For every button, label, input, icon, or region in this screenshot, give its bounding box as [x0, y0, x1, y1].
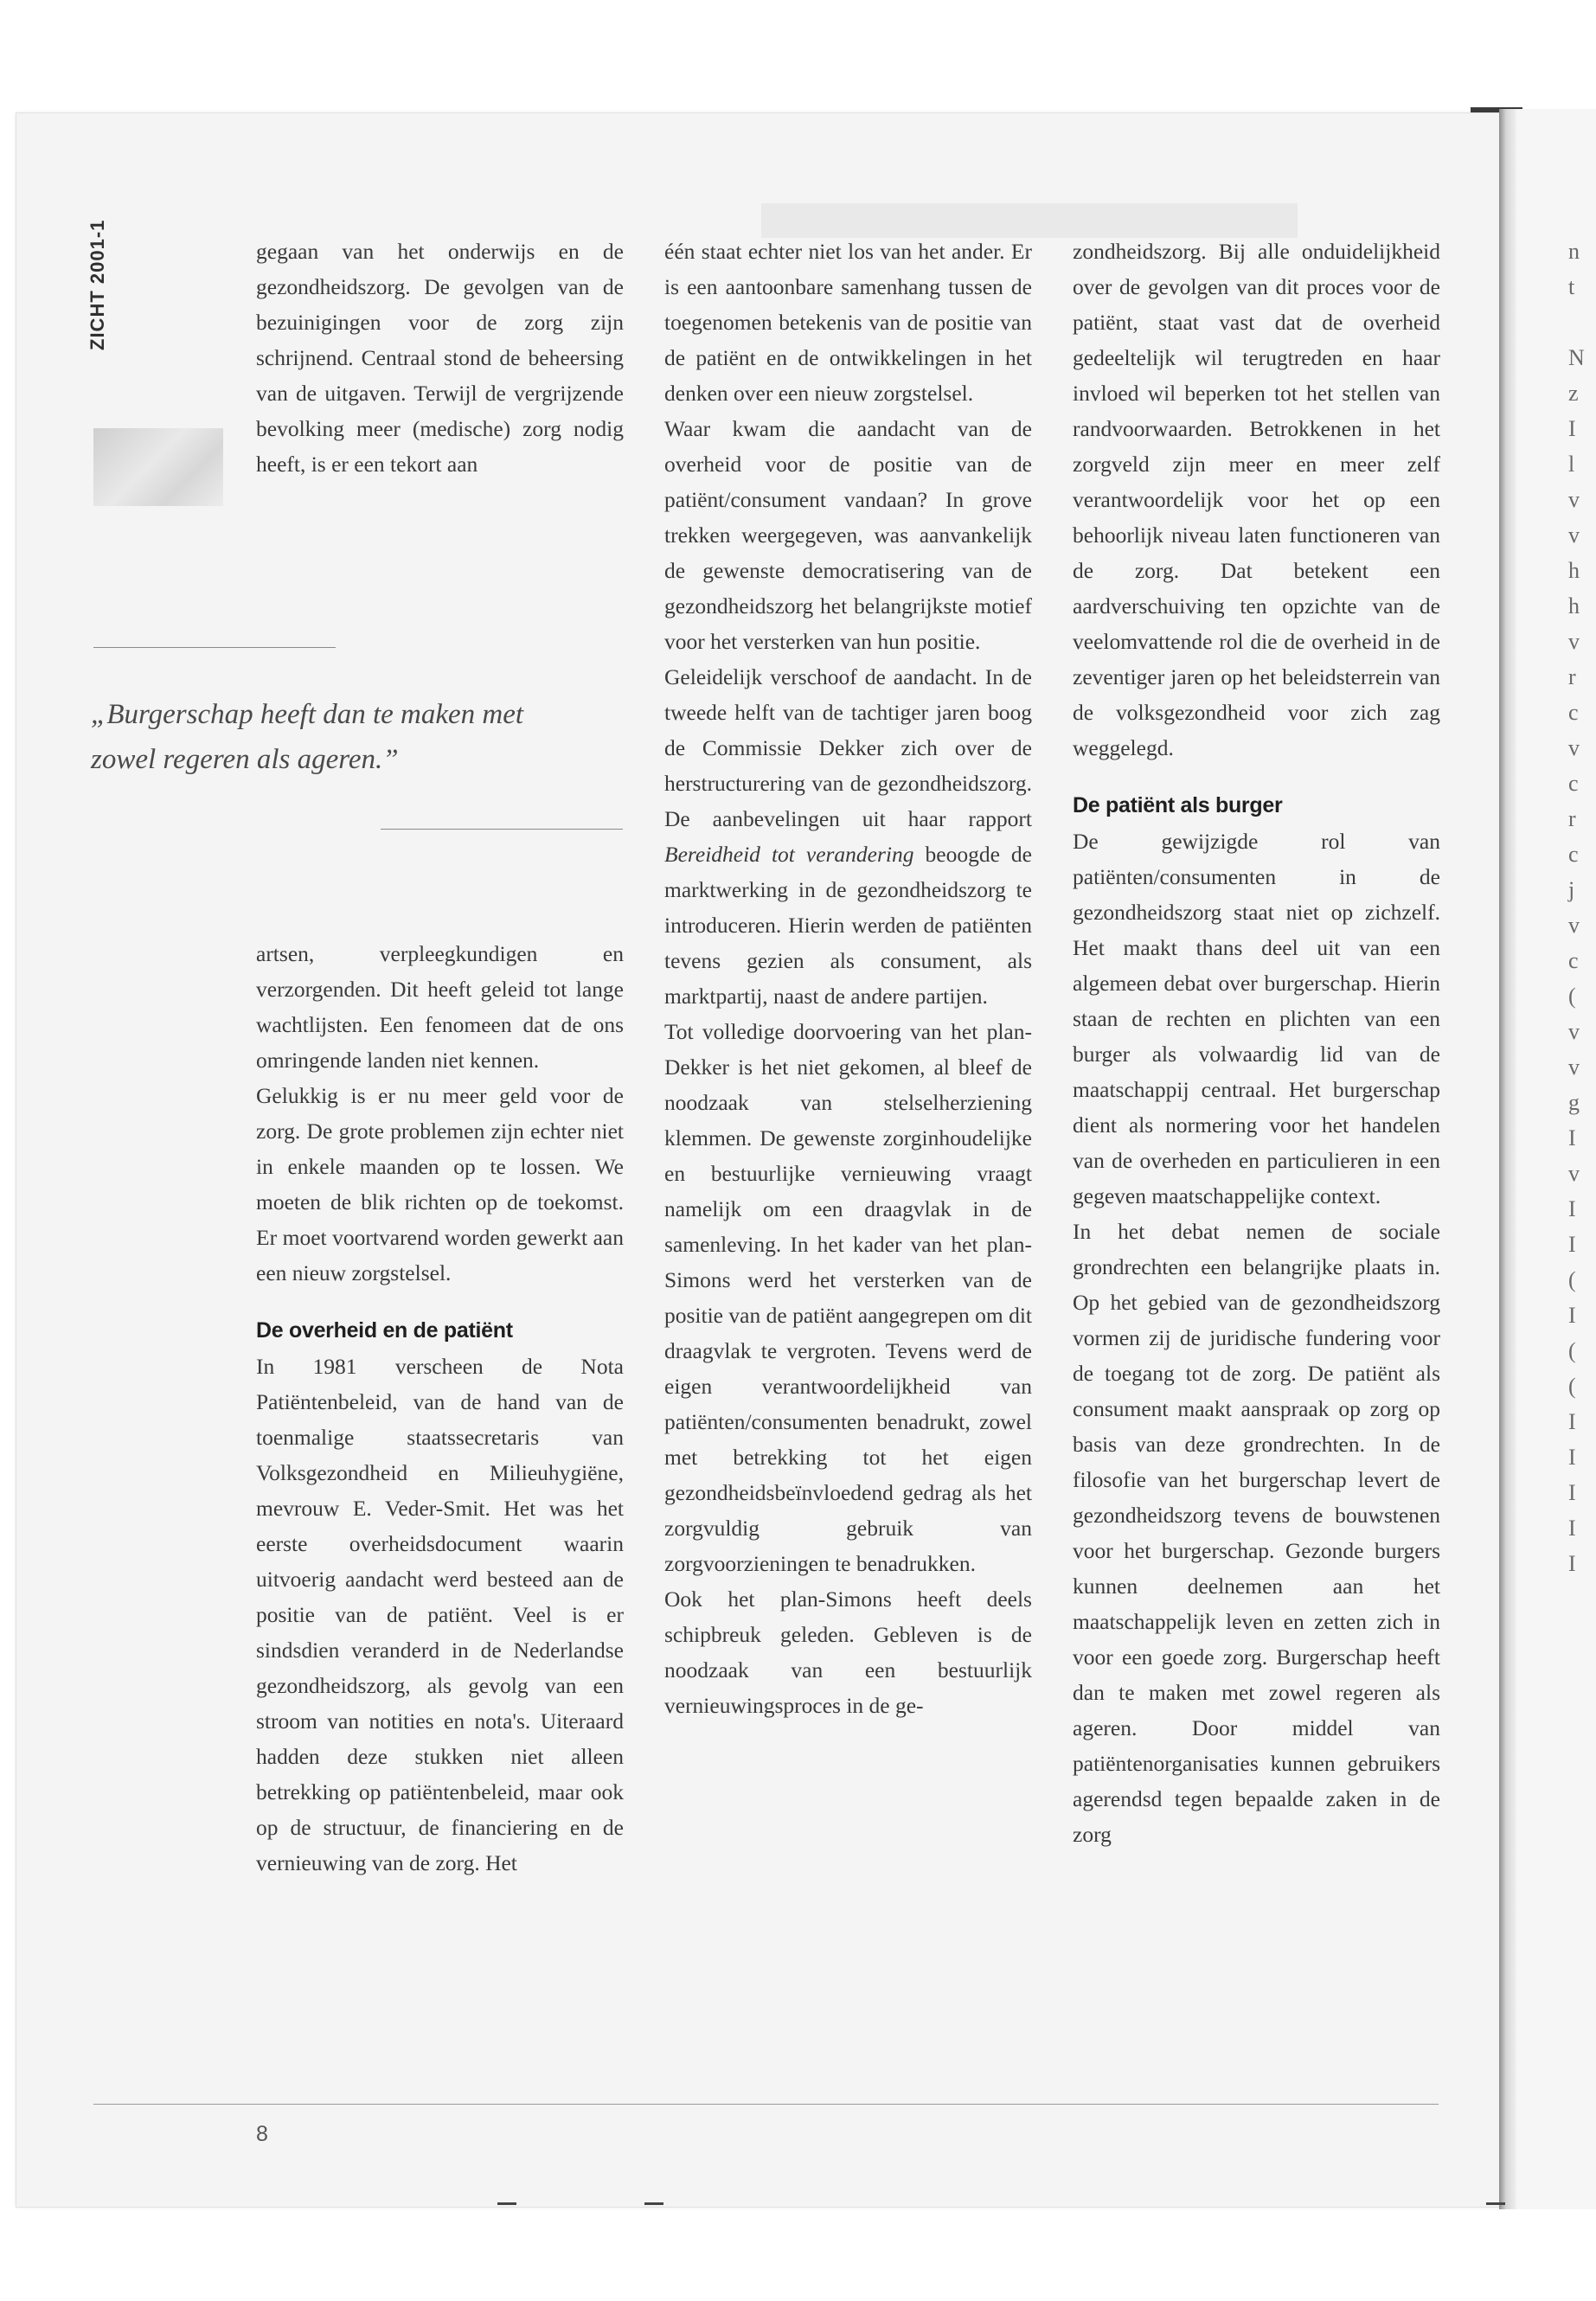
next-page-fragment: I: [1568, 1445, 1576, 1470]
journal-label: ZICHT 2001-1: [87, 219, 108, 350]
paragraph: gegaan van het onderwijs en de gezondheidszorg. De gevolgen van de bezuinigingen voor de zorg zijn schrijnend. Centraal stond de beheersing van de uitgaven. Terwijl de vergrijzende bevolking meer (medische) zorg nodig heeft, is er een tekort aan: [256, 239, 624, 477]
section-heading: De patiënt als burger: [1073, 793, 1283, 817]
next-page-fragment: v: [1568, 1019, 1580, 1044]
paragraph: De gewijzigde rol van patiënten/consumenten in de gezondheidszorg staat niet op zichzelf. Het maakt thans deel uit van een algemeen debat over burgerschap. Hierin staan de rechten en plichten van een burger als volwaardig lid van de maatschappij centraal. Het burgerschap dient als normering voor het handelen van de overheden en particulieren in een gegeven maatschappelijke context.: [1073, 829, 1440, 1208]
pull-quote-line: „Burgerschap heeft dan te maken met: [91, 699, 524, 730]
next-page-fragment: I: [1568, 1196, 1576, 1221]
next-page-fragment: I: [1568, 1409, 1576, 1434]
next-page-fragment: I: [1568, 1480, 1576, 1505]
paragraph: artsen, verpleegkundigen en verzorgenden. Dit heeft geleid tot lange wachtlijsten. Een fenomeen dat de ons omringende landen niet kennen.: [256, 941, 624, 1073]
paragraph: zondheidszorg. Bij alle onduidelijkheid over de gevolgen van dit proces voor de patiënt, staat vast dat de overheid gedeeltelijk wil terugtreden en haar invloed wil beperken tot het stellen van randvoorwaarden. Betrokkenen in het zorgveld zijn meer en meer zelf verantwoordelijk voor het op een behoorlijk niveau laten functioneren van de zorg. Dat betekent een aardverschuiving ten opzichte van de veelomvattende rol die de overheid in de zeventiger jaren op het beleidsterrein van de volksgezondheid voor zich zag weggelegd.: [1073, 239, 1440, 760]
paragraph: Gelukkig is er nu meer geld voor de zorg. De grote problemen zijn echter niet in enkele maanden op te lossen. We moeten de blik richten op de toekomst. Er moet voortvarend worden gewerkt aan een nieuw zorgstelsel.: [256, 1083, 624, 1285]
column-1-top: [256, 234, 624, 482]
pull-quote: [91, 692, 610, 782]
book-spine: [1499, 109, 1516, 2209]
trim-mark: [497, 2202, 516, 2205]
trim-mark: [1486, 2202, 1505, 2205]
column-2: [664, 234, 1032, 1723]
next-page-fragment: r: [1568, 664, 1576, 689]
next-page-edge: [1516, 109, 1596, 2209]
quote-rule-bottom: [381, 829, 623, 830]
next-page-fragment: I: [1568, 416, 1576, 441]
trim-mark: [644, 2202, 663, 2205]
next-page-fragment: I: [1568, 1303, 1576, 1328]
next-page-fragment: v: [1568, 522, 1580, 548]
column-1-bottom: [256, 936, 624, 1881]
next-page-fragment: (: [1568, 1374, 1576, 1399]
next-page-fragment: r: [1568, 806, 1576, 831]
next-page-fragment: l: [1568, 452, 1575, 477]
paragraph: [664, 659, 1032, 1014]
next-page-fragment: j: [1568, 877, 1575, 902]
next-page-fragment: I: [1568, 1125, 1576, 1150]
paragraph: Ook het plan-Simons heeft deels schipbreuk geleden. Gebleven is de noodzaak van een bestuurlijk vernieuwingsproces in de ge-: [664, 1586, 1032, 1718]
next-page-fragment: g: [1568, 1090, 1580, 1115]
next-page-fragment: c: [1568, 771, 1579, 796]
next-page-fragment: z: [1568, 381, 1579, 406]
paragraph: één staat echter niet los van het ander. Er is een aantoonbare samenhang tussen de toegenomen betekenis van de positie van de patiënt en de ontwikkelingen in het denken over een nieuw zorgstelsel.: [664, 239, 1032, 406]
pull-quote-line: zowel regeren als ageren.”: [91, 744, 399, 775]
next-page-fragment: t: [1568, 274, 1575, 299]
section-heading: De overheid en de patiënt: [256, 1318, 513, 1343]
next-page-fragment: n: [1568, 239, 1580, 264]
next-page-fragment: (: [1568, 984, 1576, 1009]
next-page-fragment: v: [1568, 1054, 1580, 1080]
footer-rule: [93, 2104, 1439, 2105]
paragraph: In het debat nemen de sociale grondrechten een belangrijke plaats in. Op het gebied van de gezondheidszorg vormen zij de juridische fundering voor de toegang tot de zorg. De patiënt als consument maakt aanspraak op zorg op basis van deze grondrechten. In de filosofie van het burgerschap levert de gezondheidszorg tevens de bouwstenen voor het burgerschap. Gezonde burgers kunnen deelnemen aan het maatschappelijk leven en zetten zich in voor een goede zorg. Burgerschap heeft dan te maken met zowel regeren als ageren. Door middel van patiëntenorganisaties kunnen gebruikers agerendsd tegen bepaalde zaken in de zorg: [1073, 1219, 1440, 1847]
next-page-fragment: v: [1568, 629, 1580, 654]
quote-rule-top: [93, 647, 336, 648]
next-page-fragment: I: [1568, 1516, 1576, 1541]
next-page-fragment: h: [1568, 593, 1580, 619]
page-number: 8: [256, 2122, 268, 2146]
next-page-fragment: v: [1568, 735, 1580, 760]
next-page-fragment: N: [1568, 345, 1585, 370]
next-page-fragment: I: [1568, 1551, 1576, 1576]
next-page-fragment: h: [1568, 558, 1580, 583]
next-page-fragment: v: [1568, 913, 1580, 938]
report-title: Bereidheid tot verandering: [664, 842, 914, 867]
next-page-fragment: (: [1568, 1338, 1576, 1363]
next-page-fragment: c: [1568, 948, 1579, 973]
column-3: [1073, 234, 1440, 1852]
next-page-fragment: (: [1568, 1267, 1576, 1292]
bleed-through-image: [93, 428, 223, 506]
next-page-fragment: v: [1568, 1161, 1580, 1186]
next-page-fragment: c: [1568, 842, 1579, 867]
text-run: Geleidelijk verschoof de aandacht. In de tweede helft van de tachtiger jaren boog de Commissie Dekker zich over de herstructurering van de gezondheidszorg. De aanbevelingen uit haar rapport: [664, 664, 1032, 831]
paragraph: In 1981 verscheen de Nota Patiëntenbeleid, van de hand van de toenmalige staatssecretaris van Volksgezondheid en Milieuhygiëne, mevrouw E. Veder-Smit. Het was het eerste overheidsdocument waarin uitvoerig aandacht werd besteed aan de positie van de patiënt. Veel is er sindsdien veranderd in de Nederlandse gezondheidszorg, als gevolg van een stroom van notities en nota's. Uiteraard hadden deze stukken niet alleen betrekking op patiëntenbeleid, maar ook op de structuur, de financiering en de vernieuwing van de zorg. Het: [256, 1354, 624, 1875]
next-page-fragment: c: [1568, 700, 1579, 725]
bleed-through-heading: [761, 203, 1298, 238]
next-page-fragment: v: [1568, 487, 1580, 512]
paragraph: Tot volledige doorvoering van het plan-Dekker is het niet gekomen, al bleef de noodzaak van stelselherziening klemmen. De gewenste zorginhoudelijke en bestuurlijke vernieuwing vraagt namelijk om een draagvlak in de samenleving. In het kader van het plan-Simons werd het versterken van de positie van de patiënt aangegrepen om dit draagvlak te vergroten. Tevens werd de eigen verantwoordelijkheid van patiënten/consumenten benadrukt, zowel met betrekking tot het eigen gezondheidsbeïnvloedend gedrag als het zorgvuldig gebruik van zorgvoorzieningen te benadrukken.: [664, 1019, 1032, 1576]
paragraph: Waar kwam die aandacht van de overheid voor de positie van de patiënt/consument vandaan? In grove trekken weergegeven, was aanvankelijk de gewenste democratisering van de gezondheidszorg het belangrijkste motief voor het versterken van hun positie.: [664, 416, 1032, 654]
next-page-fragment: I: [1568, 1232, 1576, 1257]
text-run: beoogde de marktwerking in de gezondheidszorg te introduceren. Hierin werden de patiënten tevens gezien als consument, als marktpartij, naast de andere partijen.: [664, 842, 1032, 1009]
